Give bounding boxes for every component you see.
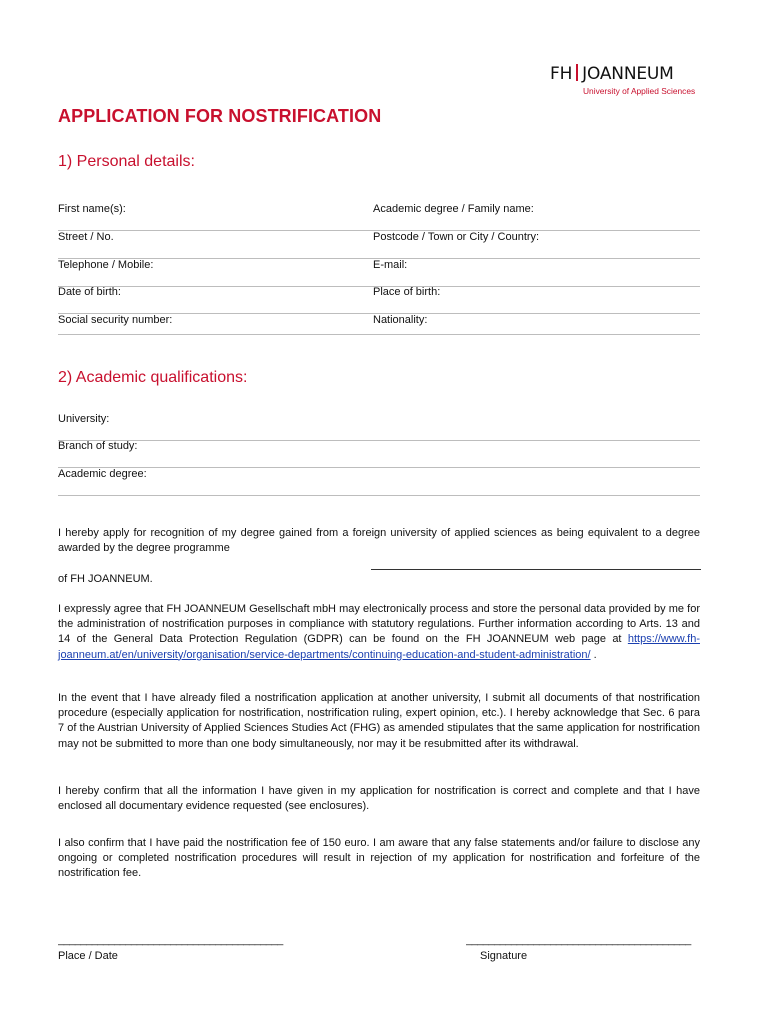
field-row-contact	[58, 258, 700, 287]
nationality-field[interactable]: Nationality:	[373, 314, 428, 326]
field-row-birth	[58, 285, 700, 314]
recognition-paragraph: I hereby apply for recognition of my degree gained from a foreign university of applied sciences as being equivalent to a degree awarded by the degree programme	[58, 527, 700, 555]
place-date-label: Place / Date	[58, 950, 118, 962]
recognition-suffix: of FH JOANNEUM.	[58, 573, 153, 585]
university-field[interactable]: University:	[58, 413, 110, 425]
family-name-field[interactable]: Academic degree / Family name:	[373, 203, 534, 215]
fee-paragraph: I also confirm that I have paid the nostrification fee of 150 euro. I am aware that any false statements and/or failure to disclose any ongoing or completed nostrification procedures will result in rejection of my application for nostrification and forfeiture of the nostrification fee.	[58, 837, 700, 880]
logo-tagline: University of Applied Sciences	[583, 86, 696, 96]
telephone-field[interactable]: Telephone / Mobile:	[58, 259, 154, 271]
field-row-university	[58, 412, 700, 441]
prior-application-paragraph: In the event that I have already filed a nostrification application at another university, I submit all documents of that nostrification procedure (especially application for nostrification, nostrification ruling, expert opinion, etc.). I hereby acknowledge that Sec. 6 para 7 of the Austrian University of Applied Sciences Studies Act (FHG) as amended stipulates that the same application for nostrification may not be submitted to more than one body simultaneously, nor may it be resubmitted after its withdrawal.	[58, 692, 700, 750]
logo-divider	[576, 64, 578, 81]
first-name-field[interactable]: First name(s):	[58, 203, 126, 215]
confirmation-paragraph: I hereby confirm that all the information I have given in my application for nostrification is correct and complete and that I have enclosed all documentary evidence requested (see enclosures).	[58, 785, 700, 813]
email-field[interactable]: E-mail:	[373, 259, 408, 271]
logo-wordmark: FH JOANNEUM	[550, 64, 674, 84]
branch-of-study-field[interactable]: Branch of study:	[58, 440, 138, 452]
field-row-address	[58, 230, 700, 259]
place-date-line[interactable]: ________________________________________	[58, 934, 283, 946]
field-row-nationality	[58, 313, 700, 335]
academic-degree-field[interactable]: Academic degree:	[58, 468, 147, 480]
field-row-branch	[58, 439, 700, 468]
signature-line[interactable]: ________________________________________	[466, 934, 691, 946]
section-personal-heading: 1) Personal details:	[58, 153, 195, 170]
fh-joanneum-web-link[interactable]: https://www.fh-joanneum.at/en/university/organisation/service-departments/continuing-education-and-student-administration/	[58, 633, 700, 661]
section-academic-heading: 2) Academic qualifications:	[58, 369, 248, 386]
fh-joanneum-logo	[550, 64, 710, 96]
degree-programme-blank[interactable]	[371, 569, 701, 570]
place-of-birth-field[interactable]: Place of birth:	[373, 286, 441, 298]
document-title: APPLICATION FOR NOSTRIFICATION	[58, 106, 382, 126]
social-security-field[interactable]: Social security number:	[58, 314, 173, 326]
field-row-degree	[58, 467, 700, 496]
postcode-town-field[interactable]: Postcode / Town or City / Country:	[373, 231, 540, 243]
date-of-birth-field[interactable]: Date of birth:	[58, 286, 121, 298]
street-field[interactable]: Street / No.	[58, 231, 114, 243]
signature-label: Signature	[480, 950, 528, 962]
field-row-name	[58, 202, 700, 231]
data-consent-paragraph: I expressly agree that FH JOANNEUM Gesellschaft mbH may electronically process and store the personal data provided by me for the administration of nostrification purposes in compliance with statutory regulations. Further information according to Arts. 13 and 14 of the General Data Protection Regulation (GDPR) can be found on the FH JOANNEUM web page at https://www.fh-joanneum.at/en/university/organisation/service-departments/continuing-education-and-student-administration/ .	[58, 603, 700, 661]
